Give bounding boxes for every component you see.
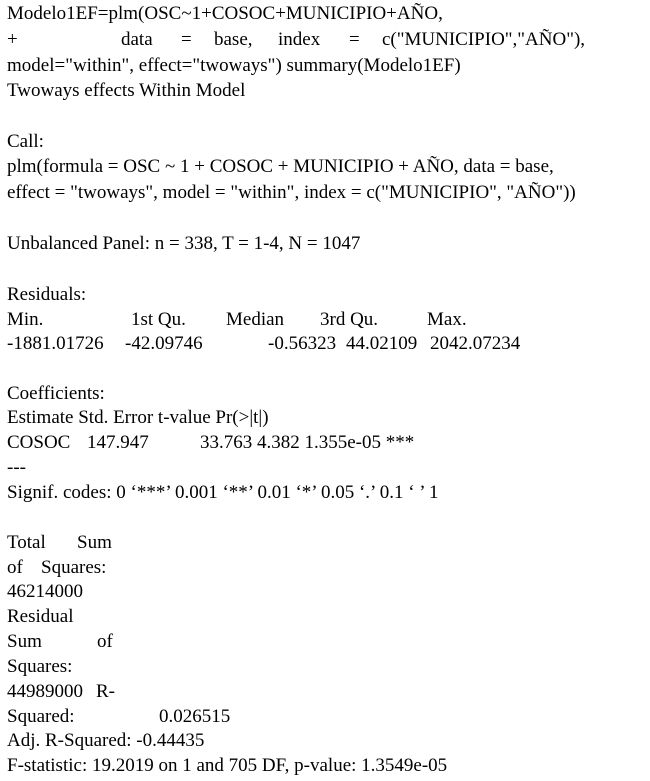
call-header: Call: — [7, 131, 44, 152]
signif-codes: Signif. codes: 0 ‘***’ 0.001 ‘**’ 0.01 ‘*’ 0.05 ‘.’ 0.1 ‘ ’ 1 — [7, 482, 439, 503]
summary-r-prefix: R- — [96, 681, 115, 702]
residuals-label-max: Max. — [427, 309, 467, 330]
command-equals-1: = — [181, 29, 192, 50]
summary-total: Total — [7, 532, 46, 553]
coefficient-stats: 33.763 4.382 1.355e-05 *** — [200, 432, 415, 453]
panel-info: Unbalanced Panel: n = 338, T = 1-4, N = 1047 — [7, 233, 361, 254]
residual-sum-squares-value: 44989000 — [7, 681, 83, 702]
residuals-value-min: -1881.01726 — [7, 333, 104, 354]
residuals-label-q1: 1st Qu. — [131, 309, 186, 330]
summary-sum-1: Sum — [77, 532, 112, 553]
residuals-value-max: 2042.07234 — [430, 333, 521, 354]
r-squared-value: 0.026515 — [159, 706, 231, 727]
coefficient-row-name: COSOC — [7, 432, 71, 453]
total-sum-squares-value: 46214000 — [7, 581, 83, 602]
call-line-2: effect = "twoways", model = "within", index = c("MUNICIPIO", "AÑO")) — [7, 182, 576, 203]
call-line-1: plm(formula = OSC ~ 1 + COSOC + MUNICIPIO + AÑO, data = base, — [7, 156, 554, 177]
coefficients-separator: --- — [7, 457, 26, 478]
summary-sum-2: Sum — [7, 631, 42, 652]
summary-residual: Residual — [7, 606, 74, 627]
residuals-value-q1: -42.09746 — [125, 333, 203, 354]
command-c-arg: c("MUNICIPIO","AÑO"), — [382, 29, 586, 50]
command-plus: + — [7, 29, 18, 50]
residuals-value-q3: 44.02109 — [346, 333, 418, 354]
command-line-3: model="within", effect="twoways") summary(Modelo1EF) — [7, 55, 461, 76]
command-data-arg: data — [121, 29, 153, 50]
coefficients-columns: Estimate Std. Error t-value Pr(>|t|) — [7, 407, 269, 428]
residuals-value-median: -0.56323 — [268, 333, 337, 354]
adj-r-squared: Adj. R-Squared: -0.44435 — [7, 730, 205, 751]
residuals-label-min: Min. — [7, 309, 44, 330]
command-line-1: Modelo1EF=plm(OSC~1+COSOC+MUNICIPIO+AÑO, — [7, 3, 443, 24]
command-index-arg: index — [278, 29, 321, 50]
model-title: Twoways effects Within Model — [7, 80, 246, 101]
summary-squares-2: Squares: — [7, 656, 73, 677]
command-equals-2: = — [349, 29, 360, 50]
summary-squared-label: Squared: — [7, 706, 75, 727]
residuals-label-median: Median — [226, 309, 285, 330]
summary-squares-1: Squares: — [41, 557, 107, 578]
summary-of-2: of — [97, 631, 113, 652]
residuals-label-q3: 3rd Qu. — [320, 309, 379, 330]
residuals-header: Residuals: — [7, 284, 87, 305]
summary-of-1: of — [7, 557, 23, 578]
f-statistic: F-statistic: 19.2019 on 1 and 705 DF, p-value: 1.3549e-05 — [7, 755, 448, 776]
coefficients-header: Coefficients: — [7, 383, 105, 404]
command-base-arg: base, — [214, 29, 253, 50]
coefficient-estimate: 147.947 — [87, 432, 149, 453]
